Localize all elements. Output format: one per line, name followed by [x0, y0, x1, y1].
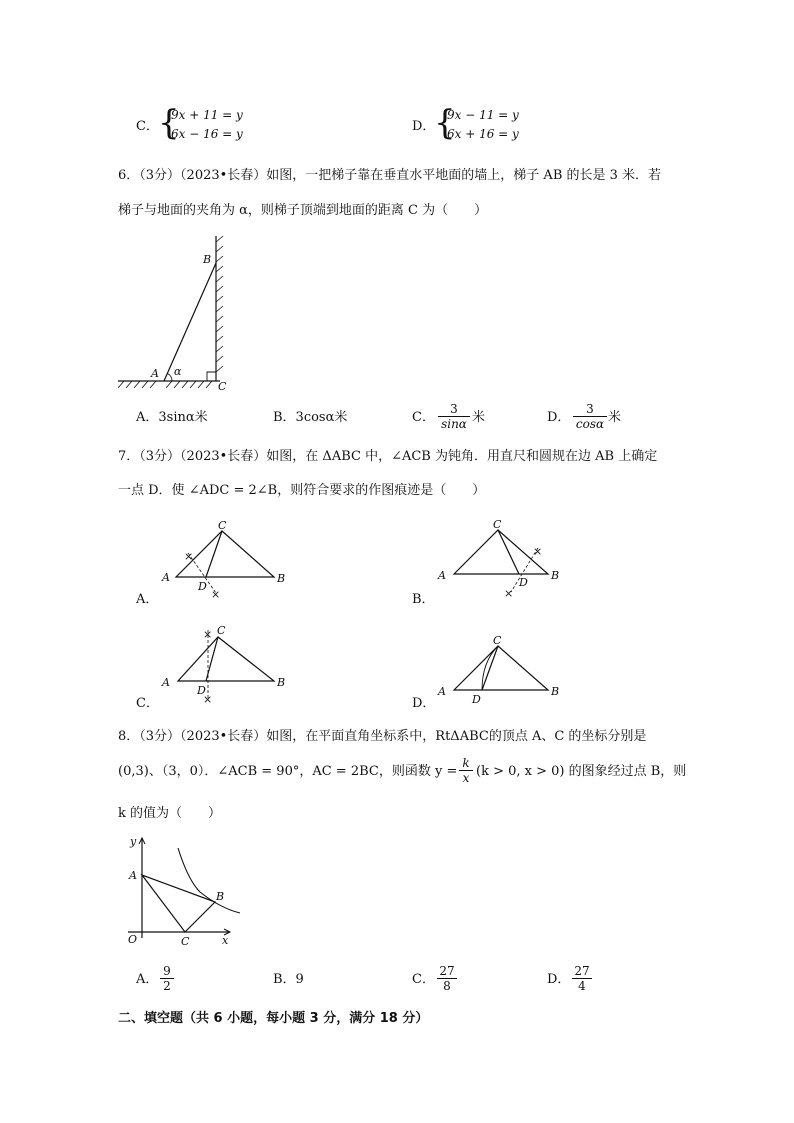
q8-stem-line3: k 的值为（ ） — [118, 806, 222, 821]
point-label-d: D — [519, 576, 528, 589]
q7-figure-a — [158, 518, 298, 603]
ground-hatching — [118, 381, 212, 388]
fraction-numerator: 3 — [438, 402, 470, 417]
q5-option-d-system — [447, 106, 519, 144]
point-label-b: B — [551, 685, 560, 698]
q8-option-c-fraction — [437, 964, 457, 993]
angle-arc — [168, 374, 173, 382]
q5-option-d-label: D． — [412, 119, 436, 134]
axis-label-x: x — [222, 934, 229, 947]
q5-option-d-brace: { — [434, 103, 456, 143]
q8-function-fraction — [459, 756, 473, 785]
point-label-a: A — [438, 569, 446, 582]
segment-cd — [498, 530, 519, 574]
point-label-c: C — [218, 380, 227, 393]
q7-option-a-label: A． — [136, 592, 159, 607]
q7-option-b-label: B． — [412, 592, 435, 607]
point-label-d: D — [472, 693, 481, 706]
wall-hatching — [216, 236, 223, 372]
q8-option-a-fraction — [160, 964, 174, 993]
q7-stem-line1: 7．（3分）（2023•长春）如图，在 ΔABC 中，∠ACB 为钝角．用直尺和圆规在边 AB 上确定 — [118, 449, 658, 464]
fraction-denominator: 2 — [163, 979, 171, 993]
q6-option-c-label: C． — [412, 410, 435, 425]
q8-option-d-fraction — [572, 964, 592, 993]
q7-figure-b — [432, 515, 572, 600]
point-label-c: C — [493, 518, 502, 531]
fraction-numerator: 27 — [572, 964, 592, 979]
q6-option-d-unit: 米 — [608, 410, 622, 425]
section-heading-fill-in: 二、填空题（共 6 小题，每小题 3 分，满分 18 分） — [118, 1011, 429, 1026]
q8-stem-line1: 8．（3分）（2023•长春）如图，在平面直角坐标系中，RtΔABC的顶点 A、C 的坐标分别是 — [118, 729, 647, 744]
q8-coordinate-figure — [120, 830, 250, 952]
point-label-c: C — [217, 624, 226, 637]
arc-mark-icon: × — [203, 693, 213, 706]
q5-option-d-eq2: 6x + 16 = y — [447, 127, 519, 141]
point-label-a: A — [438, 685, 446, 698]
q5-option-c-brace: { — [158, 103, 180, 143]
q5-option-c-eq2: 6x − 16 = y — [171, 127, 243, 141]
arc-mark-icon: × — [211, 588, 221, 601]
q8-option-b: B．9 — [273, 972, 304, 987]
q7-option-d-label: D． — [412, 696, 436, 711]
arc-mark-icon: × — [203, 628, 213, 641]
point-label-b: B — [551, 569, 560, 582]
q8-option-a-label: A． — [136, 972, 159, 987]
point-label-d: D — [198, 580, 207, 593]
point-label-b: B — [277, 572, 286, 585]
point-label-a: A — [129, 869, 137, 882]
q8-stem-line2b: (k > 0, x > 0) 的图象经过点 B，则 — [476, 764, 687, 779]
segment-cd — [206, 531, 222, 577]
fraction-denominator: sinα — [441, 417, 467, 431]
triangle-abc — [178, 637, 274, 681]
fraction-denominator: cosα — [575, 417, 605, 431]
right-angle-mark — [207, 372, 216, 381]
q5-option-c-label: C． — [136, 119, 159, 134]
axis-label-y: y — [130, 835, 137, 848]
q6-option-c-unit: 米 — [472, 410, 486, 425]
point-label-c: C — [493, 634, 502, 647]
q7-figure-d — [432, 632, 572, 712]
fraction-denominator: 8 — [443, 979, 451, 993]
angle-label-alpha: α — [174, 365, 182, 378]
q6-option-d-label: D． — [547, 410, 571, 425]
fraction-numerator: 3 — [573, 402, 607, 417]
fraction-numerator: k — [459, 756, 473, 771]
q6-option-c-fraction — [438, 402, 470, 431]
fraction-numerator: 27 — [437, 964, 457, 979]
q7-option-c-label: C． — [136, 696, 159, 711]
arc-mark-icon: × — [504, 587, 514, 600]
q8-stem-line2a: (0,3)、（3，0）．∠ACB = 90°，AC = 2BC，则函数 y = — [118, 764, 458, 779]
hyperbola-curve — [178, 848, 240, 913]
q5-option-d-eq1: 9x − 11 = y — [447, 108, 519, 122]
arc-mark-icon: × — [184, 550, 194, 563]
arc-mark-icon: × — [533, 545, 543, 558]
point-label-a: A — [151, 367, 159, 380]
q6-option-a: A．3sinα米 — [136, 410, 208, 425]
point-label-b: B — [203, 253, 212, 266]
ladder-line — [164, 263, 216, 381]
point-label-c: C — [218, 519, 227, 532]
q8-option-d-label: D． — [547, 972, 571, 987]
fraction-denominator: x — [462, 771, 470, 785]
q6-option-d-fraction — [573, 402, 607, 431]
point-label-d: D — [197, 684, 206, 697]
q8-option-c-label: C． — [412, 972, 435, 987]
point-label-b: B — [216, 890, 225, 903]
triangle-abc — [454, 646, 548, 690]
origin-label: O — [128, 933, 138, 946]
fraction-numerator: 9 — [160, 964, 174, 979]
q6-stem-line2: 梯子与地面的夹角为 α，则梯子顶端到地面的距离 C 为（ ） — [118, 203, 488, 218]
q5-option-c-eq1: 9x + 11 = y — [171, 108, 243, 122]
q6-ladder-figure — [112, 230, 242, 395]
q6-option-b: B．3cosα米 — [273, 410, 348, 425]
point-label-a: A — [162, 676, 170, 689]
fraction-denominator: 4 — [578, 979, 586, 993]
point-label-b: B — [277, 676, 286, 689]
q6-stem-line1: 6．（3分）（2023•长春）如图，一把梯子靠在垂直水平地面的墙上，梯子 AB 的长是 3 米．若 — [118, 168, 662, 183]
q7-figure-c — [158, 620, 298, 710]
segment-cd — [482, 646, 498, 690]
triangle-abc — [142, 875, 215, 932]
point-label-a: A — [162, 571, 170, 584]
q7-stem-line2: 一点 D．使 ∠ADC = 2∠B，则符合要求的作图痕迹是（ ） — [118, 483, 486, 498]
point-label-c: C — [181, 935, 190, 948]
q5-option-c-system — [171, 106, 243, 144]
